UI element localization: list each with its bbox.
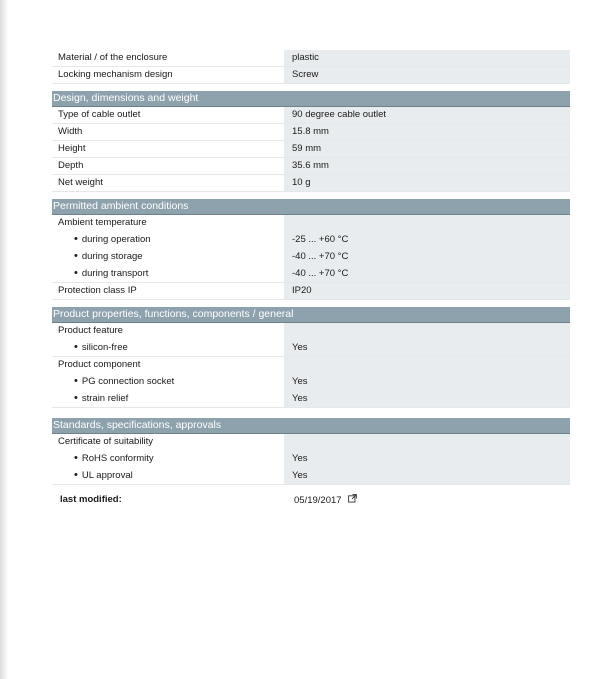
row-value: Yes <box>284 339 570 356</box>
section-header-product: Product properties, functions, components / general <box>52 307 570 323</box>
row-label: • RoHS conformity <box>52 450 284 467</box>
row-label: • strain relief <box>52 390 284 407</box>
row-label: • during transport <box>52 265 284 282</box>
spec-row-material <box>52 50 570 67</box>
spec-row-strain-relief <box>52 390 570 408</box>
row-value: -40 ... +70 °C <box>284 248 570 265</box>
row-value: Yes <box>284 450 570 467</box>
row-label: Net weight <box>52 175 284 191</box>
spec-row-product-feature <box>52 323 570 339</box>
section-header-ambient: Permitted ambient conditions <box>52 199 570 215</box>
row-value <box>284 323 570 339</box>
row-label: • PG connection socket <box>52 373 284 390</box>
row-value <box>284 434 570 450</box>
row-label: Type of cable outlet <box>52 107 284 123</box>
section-header-design: Design, dimensions and weight <box>52 91 570 107</box>
spec-row-cable-outlet <box>52 107 570 124</box>
row-label: Protection class IP <box>52 283 284 299</box>
row-value: IP20 <box>284 283 570 299</box>
row-value: plastic <box>284 50 570 66</box>
row-value <box>284 215 570 231</box>
row-label: Depth <box>52 158 284 174</box>
row-value: -25 ... +60 °C <box>284 231 570 248</box>
row-label: Certificate of suitability <box>52 434 284 450</box>
spec-row-ul-approval <box>52 467 570 485</box>
external-link-icon[interactable] <box>348 493 357 507</box>
spec-row-during-storage <box>52 248 570 265</box>
spec-row-during-operation <box>52 231 570 248</box>
spec-row-rohs <box>52 450 570 467</box>
last-modified-date: 05/19/2017 <box>294 495 342 506</box>
row-value <box>284 357 570 373</box>
row-label: Product component <box>52 357 284 373</box>
spec-row-protection-class <box>52 283 570 300</box>
spec-row-depth <box>52 158 570 175</box>
last-modified-label: last modified: <box>60 494 122 505</box>
spec-row-during-transport <box>52 265 570 283</box>
row-value: Yes <box>284 467 570 484</box>
spec-row-product-component <box>52 357 570 373</box>
row-label: • UL approval <box>52 467 284 484</box>
row-label: Material / of the enclosure <box>52 50 284 66</box>
row-value: 15.8 mm <box>284 124 570 140</box>
row-label: Locking mechanism design <box>52 67 284 83</box>
row-value: 10 g <box>284 175 570 191</box>
row-label: • silicon-free <box>52 339 284 356</box>
row-label: • during storage <box>52 248 284 265</box>
last-modified-value <box>284 493 357 507</box>
row-value: -40 ... +70 °C <box>284 265 570 282</box>
spec-row-net-weight <box>52 175 570 192</box>
row-value: 59 mm <box>284 141 570 157</box>
row-label: Product feature <box>52 323 284 339</box>
spec-sheet <box>52 50 570 507</box>
row-value: 35.6 mm <box>284 158 570 174</box>
spec-row-height <box>52 141 570 158</box>
row-label: Height <box>52 141 284 157</box>
spec-row-certificate <box>52 434 570 450</box>
spec-row-width <box>52 124 570 141</box>
spec-row-ambient-temperature <box>52 215 570 231</box>
spec-row-locking <box>52 67 570 84</box>
row-label: • during operation <box>52 231 284 248</box>
row-value: Screw <box>284 67 570 83</box>
spec-row-pg-connection <box>52 373 570 390</box>
row-value: Yes <box>284 373 570 390</box>
row-value: Yes <box>284 390 570 407</box>
section-header-standards: Standards, specifications, approvals <box>52 418 570 434</box>
page-edge-shadow <box>0 0 8 679</box>
row-value: 90 degree cable outlet <box>284 107 570 123</box>
spec-row-silicon-free <box>52 339 570 357</box>
row-label: Ambient temperature <box>52 215 284 231</box>
last-modified-row <box>52 493 570 507</box>
row-label: Width <box>52 124 284 140</box>
